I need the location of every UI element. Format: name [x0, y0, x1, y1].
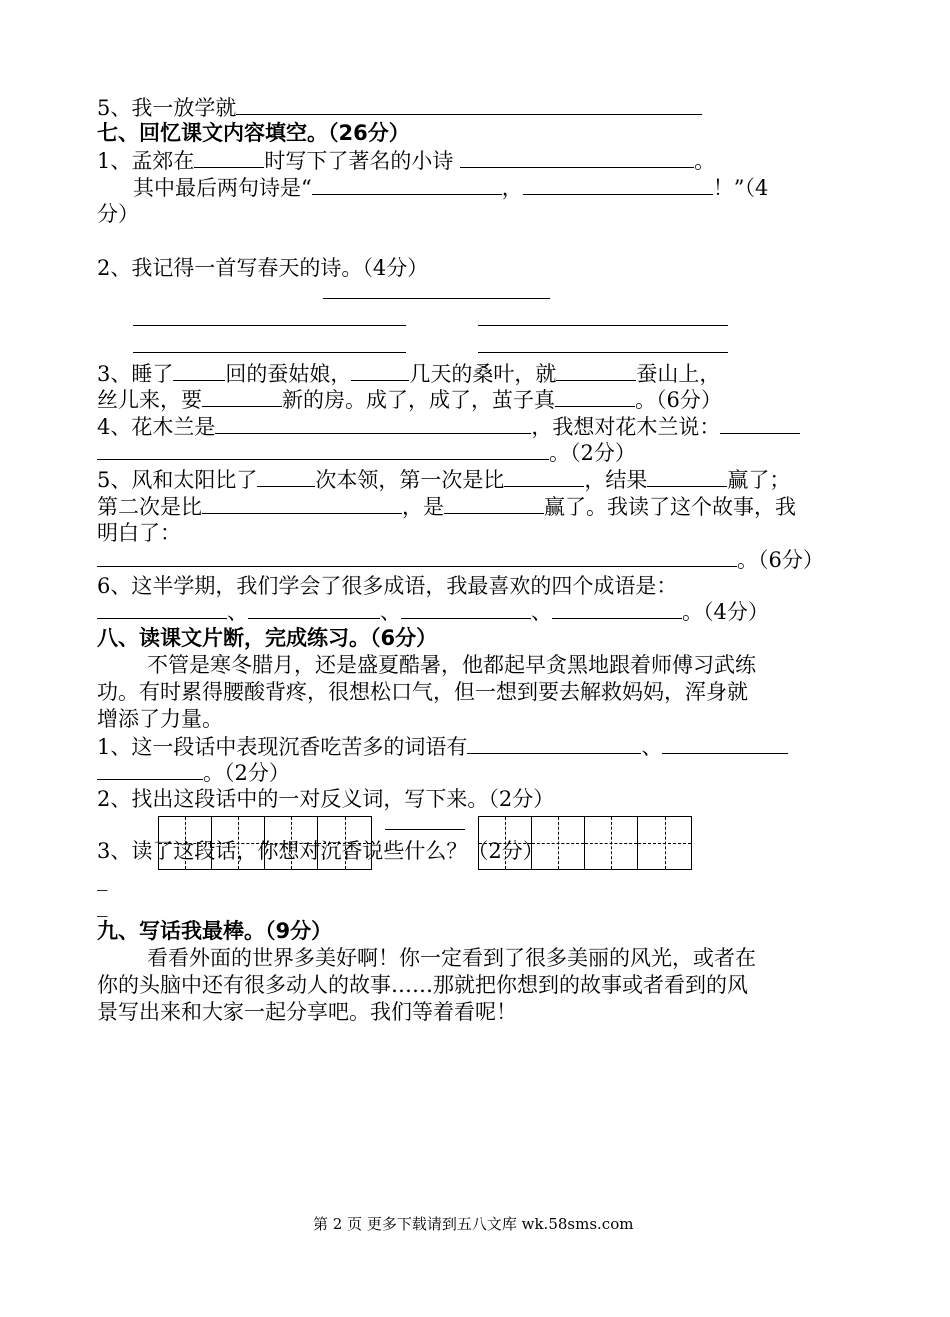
- question-text: 分）: [97, 202, 139, 226]
- answer-blank[interactable]: [552, 598, 682, 619]
- answer-blank[interactable]: [257, 466, 315, 487]
- question-text: 第二次是比: [97, 495, 202, 519]
- passage-line: 增添了力量。: [97, 707, 223, 731]
- question-text: 赢了。我读了这个故事，我: [544, 495, 796, 519]
- question-line: [97, 147, 715, 174]
- question-text: 。: [694, 149, 716, 173]
- section-title: 八、读课文片断，完成练习。（6分）: [97, 626, 438, 650]
- question-text: 、: [227, 600, 248, 624]
- question-text: 回的蚕姑娘，: [225, 362, 352, 386]
- question-line: [97, 759, 290, 786]
- question-text: 1、这一段话中表现沉香吃苦多的词语有: [97, 735, 468, 759]
- question-text: ，我想对花木兰说：: [531, 415, 721, 439]
- answer-blank[interactable]: [351, 360, 409, 381]
- poem-blank-line[interactable]: [133, 352, 406, 353]
- question-text: 。（2分）: [549, 441, 636, 465]
- question-text: 5、我一放学就: [97, 96, 237, 120]
- answer-blank[interactable]: [236, 94, 702, 115]
- answer-blank[interactable]: [202, 493, 402, 514]
- answer-blank[interactable]: [556, 360, 636, 381]
- question-line: [97, 94, 702, 121]
- question-line: [97, 466, 790, 493]
- question-text: ！”（4: [712, 176, 769, 200]
- answer-blank[interactable]: [215, 413, 531, 434]
- question-text: ，是: [402, 495, 444, 519]
- answer-stub[interactable]: _: [97, 893, 108, 917]
- question-text: 丝儿来，要: [97, 388, 202, 412]
- answer-blank[interactable]: [467, 733, 641, 754]
- question-line: [97, 493, 796, 520]
- poem-blank-title[interactable]: [323, 298, 550, 299]
- question-text: 新的房。成了，成了，茧子真: [282, 388, 555, 412]
- section-title: 七、回忆课文内容填空。（26分）: [97, 121, 410, 145]
- question-line: [97, 386, 722, 413]
- passage-line: 功。有时累得腰酸背疼，很想松口气，但一想到要去解救妈妈，浑身就: [97, 680, 748, 704]
- question-line: [97, 360, 720, 387]
- question-text: 3、读了这段话，你想对沉香说些什么？（2分）: [97, 839, 544, 863]
- question-text: 1、孟郊在: [97, 149, 195, 173]
- answer-blank[interactable]: [97, 598, 227, 619]
- section-title: 九、写话我最棒。（9分）: [97, 919, 333, 943]
- answer-blank[interactable]: [720, 413, 800, 434]
- answer-blank[interactable]: [248, 598, 380, 619]
- passage-line: 景写出来和大家一起分享吧。我们等着看呢！: [97, 1000, 517, 1024]
- poem-blank-line[interactable]: [478, 352, 728, 353]
- answer-blank[interactable]: [523, 174, 713, 195]
- question-line: [97, 439, 636, 466]
- question-text: 蚕山上，: [636, 362, 721, 386]
- answer-blank[interactable]: [97, 546, 737, 567]
- question-text: ，结果: [584, 468, 648, 492]
- passage-line: 看看外面的世界多美好啊！你一定看到了很多美丽的风光，或者在: [147, 946, 756, 970]
- answer-stub[interactable]: _: [97, 867, 108, 891]
- question-text: 次本领，第一次是比: [315, 468, 505, 492]
- answer-blank[interactable]: [555, 386, 635, 407]
- question-text: 、: [641, 735, 663, 759]
- poem-blank-line[interactable]: [478, 325, 728, 326]
- question-text: 。（6分）: [737, 548, 824, 572]
- answer-blank[interactable]: [173, 360, 225, 381]
- question-text: 4、花木兰是: [97, 415, 216, 439]
- question-line: [97, 413, 800, 440]
- answer-blank[interactable]: [312, 174, 502, 195]
- answer-blank[interactable]: [97, 759, 203, 780]
- question-text: ，: [501, 176, 523, 200]
- page-footer: 第 2 页 更多下载请到五八文库 wk.58sms.com: [313, 1215, 634, 1233]
- answer-blank[interactable]: [647, 466, 727, 487]
- answer-blank[interactable]: [194, 147, 264, 168]
- question-text: 赢了；: [727, 468, 791, 492]
- question-line: [97, 733, 788, 760]
- connector-line: [385, 829, 465, 830]
- question-line: [97, 546, 824, 573]
- grid-cell[interactable]: [585, 817, 638, 869]
- question-text: 3、睡了: [97, 362, 174, 386]
- answer-blank[interactable]: [460, 147, 694, 168]
- passage-line: 你的头脑中还有很多动人的故事……那就把你想到的故事或者看到的风: [97, 973, 748, 997]
- question-line: [97, 598, 769, 625]
- question-text: 时写下了著名的小诗: [264, 149, 454, 173]
- grid-cell[interactable]: [638, 817, 691, 869]
- question-text: 其中最后两句诗是“: [133, 176, 312, 200]
- question-text: 。（2分）: [203, 761, 290, 785]
- question-text: 、: [380, 600, 401, 624]
- question-text: 几天的桑叶，就: [409, 362, 557, 386]
- question-line: [133, 174, 768, 201]
- question-text: 5、风和太阳比了: [97, 468, 258, 492]
- question-text: 2、找出这段话中的一对反义词，写下来。（2分）: [97, 787, 555, 811]
- answer-blank[interactable]: [401, 598, 531, 619]
- passage-line: 不管是寒冬腊月，还是盛夏酷暑，他都起早贪黑地跟着师傅习武练: [147, 653, 756, 677]
- answer-blank[interactable]: [97, 439, 549, 460]
- answer-blank[interactable]: [202, 386, 282, 407]
- poem-blank-line[interactable]: [133, 325, 406, 326]
- question-text: 、: [531, 600, 552, 624]
- answer-blank[interactable]: [662, 733, 788, 754]
- question-text: 明白了：: [97, 521, 181, 545]
- question-text: 。（4分）: [682, 600, 769, 624]
- question-text: 2、我记得一首写春天的诗。（4分）: [97, 256, 429, 280]
- answer-blank[interactable]: [504, 466, 584, 487]
- question-text: 6、这半学期，我们学会了很多成语，我最喜欢的四个成语是：: [97, 574, 678, 598]
- question-text: 。（6分）: [635, 388, 722, 412]
- answer-blank[interactable]: [444, 493, 544, 514]
